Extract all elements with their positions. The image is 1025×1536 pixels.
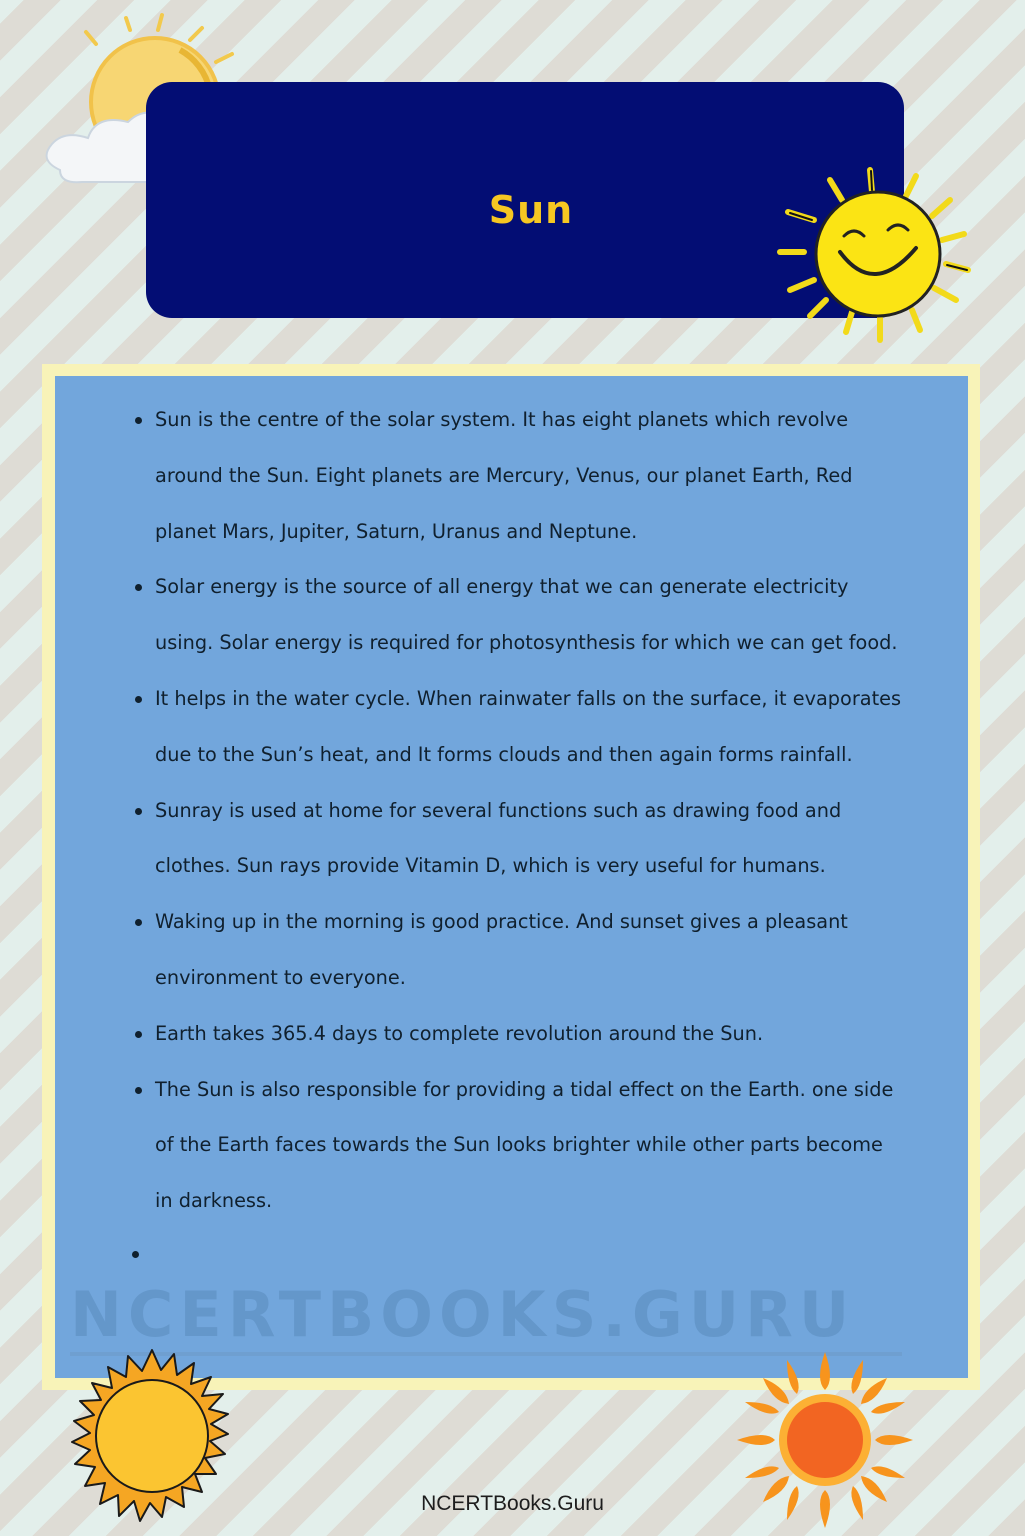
list-item	[155, 783, 965, 895]
list-item	[155, 559, 965, 671]
list-item-line: Sunray is used at home for several functions such as drawing food and	[155, 798, 842, 822]
list-item-line: around the Sun. Eight planets are Mercury, Venus, our planet Earth, Red	[155, 463, 853, 487]
list-item-line: planet Mars, Jupiter, Saturn, Uranus and Neptune.	[155, 519, 638, 543]
bullet-list	[155, 392, 965, 1229]
list-item	[155, 894, 965, 1006]
list-item-line: Earth takes 365.4 days to complete revolution around the Sun.	[155, 1021, 764, 1045]
list-item-line: due to the Sun’s heat, and It forms clouds and then again forms rainfall.	[155, 742, 853, 766]
smiling-sun-icon	[770, 160, 990, 350]
list-item-line: environment to everyone.	[155, 965, 406, 989]
list-item-line: Solar energy is the source of all energy that we can generate electricity	[155, 575, 849, 599]
list-item	[155, 1062, 965, 1229]
empty-list-bullet	[132, 1251, 139, 1258]
list-item-line: clothes. Sun rays provide Vitamin D, which is very useful for humans.	[155, 854, 826, 878]
list-item-line: Waking up in the morning is good practice. And sunset gives a pleasant	[155, 910, 848, 934]
list-item-line: using. Solar energy is required for photosynthesis for which we can get food.	[155, 631, 898, 655]
list-item-line: The Sun is also responsible for providing a tidal effect on the Earth. one side	[155, 1077, 894, 1101]
list-item	[155, 1006, 965, 1062]
list-item	[155, 392, 965, 559]
watermark: NCERTBOOKS.GURU	[70, 1278, 856, 1351]
list-item-line: It helps in the water cycle. When rainwater falls on the surface, it evaporates	[155, 686, 902, 710]
list-item-line: in darkness.	[155, 1189, 273, 1213]
page-title: Sun	[488, 188, 574, 232]
footer-site-name: NCERTBooks.Guru	[421, 1492, 604, 1515]
list-item-line: of the Earth faces towards the Sun looks brighter while other parts become	[155, 1133, 883, 1157]
list-item	[155, 671, 965, 783]
list-item-line: Sun is the centre of the solar system. It has eight planets which revolve	[155, 408, 849, 431]
